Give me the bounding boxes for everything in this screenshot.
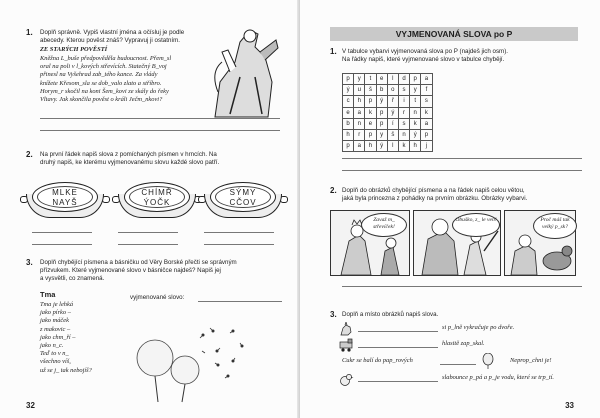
grid-cell[interactable]: a [354,107,365,118]
story-line: oral na poli v l_kových střevících. Statečný B_voj [40,63,167,71]
exercise-1-instruction [40,29,220,45]
exercise-1-number: 1. [26,28,33,37]
speech-bubble: Obuško, z_ le ven! [452,213,500,237]
exercise-3-number: 3. [26,258,33,267]
knight-horse-illustration [210,22,280,122]
pot-letters [129,186,185,208]
poem-line: Teď to v n_ [40,350,69,358]
answer-line[interactable] [40,118,280,119]
page-heading: VYJMENOVANÁ SLOVA po P [330,27,578,41]
grid-cell[interactable]: d [398,74,409,85]
exercise-2-number: 2. [26,150,33,159]
grid-cell[interactable]: h [343,129,354,140]
instruction-line: Doplň do obrázků chybějící písmena a na řádek napiš celou větou, [342,187,525,194]
grid-cell[interactable]: e [365,118,376,129]
instruction-line: Doplň správně. Vypiš vlastní jména a očísluj je podle [40,29,185,36]
poem-text [40,301,140,375]
poem-line: Tma je lehká [40,301,74,308]
exercise-3-number: 3. [330,310,337,319]
story-line: Horym_r skočil na koni Šem_kovi ze skály do řeky [40,87,169,95]
answer-line[interactable] [358,381,438,382]
pot-1 [24,180,106,220]
instruction-line: jaká byla princezna z pohádky na prvním obrázku. Obrázky vybarvi. [342,195,528,202]
grid-cell[interactable]: ý [343,85,354,96]
page-number-left: 32 [26,401,35,410]
exercise-3-instruction: Doplň a místo obrázků napiš slova. [342,311,439,318]
rooster-icon [338,322,354,336]
story-text [40,55,220,104]
grid-cell[interactable]: š [365,85,376,96]
sentence-part: si p_lně vykračuje po dvoře. [442,324,515,331]
grid-cell[interactable]: r [354,129,365,140]
grid-row [343,74,433,85]
grid-cell[interactable]: i [398,96,409,107]
answer-line[interactable] [440,364,476,365]
poem-title: Tma [40,290,56,299]
grid-cell[interactable]: k [398,141,409,152]
sentence-part: Neprop_chni je! [510,357,552,364]
grid-cell[interactable]: p [376,118,387,129]
grid-cell[interactable]: ř [387,96,398,107]
balloon-icon [480,353,496,369]
grid-cell[interactable]: f [421,85,432,96]
grid-cell[interactable]: y [410,85,421,96]
grid-cell[interactable]: e [376,74,387,85]
grid-row [343,129,433,140]
poem-line: jako máček [40,317,69,325]
answer-line[interactable] [342,170,582,171]
grid-cell[interactable]: ý [410,129,421,140]
answer-line[interactable] [118,232,178,233]
grid-cell[interactable]: o [387,85,398,96]
dandelion-illustration [130,318,250,403]
grid-cell[interactable]: ý [376,96,387,107]
instruction-line: druhý napiš, ke kterému vyjmenovanému slovu každé slovo patří. [40,159,220,166]
grid-row [343,107,433,118]
comic-panel-1 [330,210,410,276]
right-page [300,0,600,418]
grid-row [343,141,433,152]
grid-cell[interactable]: s [398,85,409,96]
speech-bubble: Proč máš tak velký p_sk? [533,213,577,239]
pot-letters-top: CHÍMŘ [141,188,173,197]
story-title: ZE STARÝCH POVĚSTÍ [40,46,108,53]
grid-cell[interactable]: l [387,74,398,85]
answer-line[interactable] [198,301,282,302]
grid-cell[interactable]: k [365,107,376,118]
grid-cell[interactable]: e [343,107,354,118]
grid-cell[interactable]: p [421,129,432,140]
instruction-line: abecedy. Kterou pověst znáš? Vypravuj ji ostatním. [40,37,180,44]
pot-letters-top: MLKE [52,188,78,197]
poem-line: z makovic – [40,325,71,333]
pot-letters-bottom: NAYŠ [52,198,78,207]
answer-line[interactable] [40,130,280,131]
answer-line[interactable] [342,286,582,287]
grid-row [343,118,433,129]
story-line: Vltavy. Jak skončila pověst o králi Ječm_nkovi? [40,96,163,104]
grid-cell[interactable]: a [354,141,365,152]
chick-icon [338,372,354,386]
answer-label: vyjmenované slovo: [130,294,185,301]
page-number-right: 33 [565,401,574,410]
grid-cell[interactable]: k [421,107,432,118]
grid-cell[interactable]: k [410,118,421,129]
answer-line[interactable] [204,244,274,245]
answer-line[interactable] [32,232,92,233]
grid-cell[interactable]: t [365,74,376,85]
grid-cell[interactable]: ý [376,141,387,152]
grid-cell[interactable]: h [354,96,365,107]
poem-line: jako chm_ří – [40,333,76,341]
grid-cell[interactable]: l [387,141,398,152]
grid-cell[interactable]: y [376,129,387,140]
grid-cell[interactable]: a [421,74,432,85]
grid-cell[interactable]: n [410,107,421,118]
grid-cell[interactable]: p [343,141,354,152]
grid-cell[interactable]: b [376,85,387,96]
answer-line[interactable] [358,347,438,348]
grid-cell[interactable]: p [365,129,376,140]
pot-3 [202,180,284,220]
grid-cell[interactable]: h [410,141,421,152]
speech-bubble: Zavaž m_ střevíček! [361,213,407,237]
instruction-line: Doplň chybějící písmena a básničku od Věry Borské přečti se správným [40,259,237,266]
letter-grid [342,73,433,152]
exercise-3-instruction [40,259,290,283]
instruction-line: Na řádky napiš, které vyjmenované slovo v tabulce chybějí. [342,56,505,63]
grid-cell[interactable]: p [365,96,376,107]
grid-cell[interactable]: ý [387,107,398,118]
instruction-line: Na první řádek napiš slova z pomíchaných písmen v hrncích. Na [40,151,217,158]
grid-cell[interactable]: b [343,118,354,129]
sentence-part: slabounce p_pá a p_je vodu, které se trp_tí. [442,374,554,381]
grid-row [343,96,433,107]
poem-line: jako pírko – [40,309,71,317]
pot-letters-bottom: ÝOČK [143,198,171,207]
grid-cell[interactable]: h [365,141,376,152]
grid-cell[interactable]: p [376,107,387,118]
answer-line[interactable] [358,331,438,332]
comic-panel-3 [504,210,576,276]
grid-cell[interactable]: t [410,96,421,107]
grid-cell[interactable]: í [387,118,398,129]
grid-cell[interactable]: r [398,107,409,118]
grid-cell[interactable]: u [354,85,365,96]
poem-line: už se j_ tak nebojíš? [40,366,92,374]
pot-letters-bottom: CČOV [229,198,257,207]
grid-cell[interactable]: y [354,74,365,85]
pot-letters-top: SÝMY [229,188,257,197]
grid-cell[interactable]: s [421,96,432,107]
instruction-line: a vysvětli, co znamená. [40,275,105,282]
exercise-2-instruction [342,187,592,203]
pot-letters [215,186,271,208]
sentence-part: Cukr se balí do pap_rových [342,357,413,364]
grid-cell[interactable]: p [410,74,421,85]
answer-line[interactable] [204,232,274,233]
poem-line: jako n_c. [40,342,64,350]
grid-cell[interactable]: c [343,96,354,107]
story-line: Kněžna L_buše předpověděla budoucnost. Přem_sl [40,55,172,62]
instruction-line: V tabulce vybarvi vyjmenovaná slova po P (najdeš jich osm). [342,48,508,55]
train-icon [338,338,356,352]
grid-cell[interactable]: p [343,74,354,85]
pot-letters [37,186,93,208]
answer-line[interactable] [118,244,178,245]
exercise-1-number: 1. [330,47,337,56]
comic-panel-2 [413,210,501,276]
grid-cell[interactable]: š [387,129,398,140]
grid-cell[interactable]: j [421,141,432,152]
grid-cell[interactable]: n [354,118,365,129]
story-line: knížete Křesom_sla se dob_valo zlato a stříbro. [40,79,162,87]
exercise-2-instruction [40,151,290,167]
story-line: přinesl na Vyšehrad zab_tého kance. Za vlády [40,71,158,79]
grid-cell[interactable]: a [421,118,432,129]
pot-2 [116,180,198,220]
answer-line[interactable] [342,158,582,159]
instruction-line: přízvukem. Které vyjmenované slovo v básničce najdeš? Napiš jej [40,267,221,274]
sentence-part: hlasitě zap_skal. [442,340,485,347]
poem-line: všechno víš, [40,358,71,366]
exercise-2-number: 2. [330,186,337,195]
answer-line[interactable] [32,244,92,245]
grid-row [343,85,433,96]
grid-cell[interactable]: n [398,129,409,140]
grid-cell[interactable]: s [398,118,409,129]
exercise-1-instruction [342,48,592,64]
